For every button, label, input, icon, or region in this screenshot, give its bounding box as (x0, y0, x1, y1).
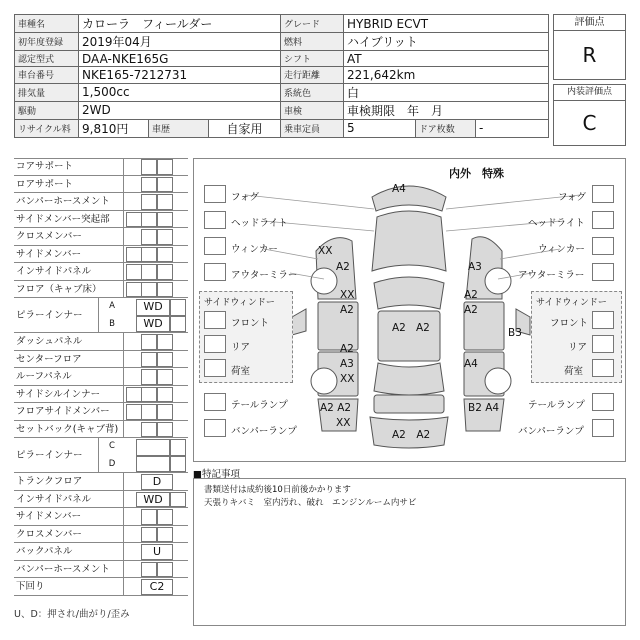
parts-row-label: フロアサイドメンバー (14, 403, 124, 421)
left-tail-lamp-label: テールランプ (231, 400, 288, 411)
fuel-value: ハイブリット (344, 33, 549, 51)
parts-row-label: コアサポート (14, 158, 124, 176)
parts-row-label: センターフロア (14, 351, 124, 369)
parts-row (14, 158, 188, 176)
mark-left-quarter: A2 A2 (320, 402, 352, 414)
spec-table (14, 14, 549, 138)
parts-row-label: フロア（キャブ床） (14, 281, 124, 299)
right-winker-checkbox[interactable] (592, 237, 614, 255)
parts-cell (157, 387, 173, 403)
parts-row (14, 351, 188, 369)
inspection-value: 車検期限 年 月 (344, 101, 549, 119)
left-bumper-lamp-checkbox[interactable] (204, 419, 226, 437)
mark-left-rear-door-a2: A2 (340, 343, 354, 355)
parts-cell (126, 247, 142, 263)
parts-row-label: 下回り (14, 578, 124, 596)
parts-row-label: サイドメンバー (14, 508, 124, 526)
capacity-value: 5 (344, 119, 416, 137)
hood-panel (372, 211, 446, 271)
parts-row-label: ロアサポート (14, 176, 124, 194)
parts-row (14, 578, 188, 596)
notes-title: ■特記事項 (193, 469, 240, 480)
parts-cell (157, 509, 173, 525)
interior-score-value: C (582, 111, 597, 135)
parts-row-label: サイドシルインナー (14, 386, 124, 404)
parts-cell (126, 404, 142, 420)
parts-cell (157, 264, 173, 280)
left-winker-checkbox[interactable] (204, 237, 226, 255)
parts-cell (141, 247, 157, 263)
parts-row (14, 561, 188, 579)
car-name-value: カローラ フィールダー (79, 15, 281, 33)
right-front-window-label: フロント (550, 318, 589, 329)
parts-cell (141, 562, 157, 578)
right-bumper-lamp-checkbox[interactable] (592, 419, 614, 437)
parts-cell (157, 229, 173, 245)
parts-row (14, 228, 188, 246)
tailgate-panel (374, 395, 444, 413)
right-rear-window-label: リア (568, 342, 588, 353)
parts-sub-label: B (109, 318, 115, 329)
parts-cell (126, 212, 142, 228)
right-side-window-label: サイドウィンドー (536, 298, 607, 308)
history-value: 自家用 (209, 119, 281, 137)
left-headlight-checkbox[interactable] (204, 211, 226, 229)
parts-cell (141, 369, 157, 385)
parts-cell (141, 334, 157, 350)
mileage-label: 走行距離 (281, 67, 344, 83)
mark-right-fender: A3 (468, 261, 482, 273)
windshield-panel (374, 277, 444, 309)
legend-note: U、D：押され/曲がり/歪み (14, 609, 130, 620)
parts-cell (157, 282, 173, 298)
parts-cell (157, 404, 173, 420)
left-winker-label: ウィンカー (231, 244, 278, 255)
parts-cell (141, 509, 157, 525)
left-mirror-checkbox[interactable] (204, 263, 226, 281)
parts-row (14, 386, 188, 404)
mark-front-bumper: A4 (392, 183, 406, 195)
parts-row (14, 298, 188, 333)
parts-cell (141, 282, 157, 298)
first-reg-value: 2019年04月 (79, 33, 281, 51)
parts-row (14, 403, 188, 421)
parts-row-label: インサイドパネル (14, 263, 124, 281)
parts-cell (170, 439, 186, 456)
mark-right-quarter: B2 A4 (468, 402, 500, 414)
left-side-window-label: サイドウィンドー (204, 298, 275, 308)
parts-row (14, 508, 188, 526)
parts-cell (157, 177, 173, 193)
parts-cell (157, 352, 173, 368)
right-bumper-lamp-label: バンパーランプ (518, 426, 584, 437)
parts-cell (126, 387, 142, 403)
left-fog-checkbox[interactable] (204, 185, 226, 203)
right-tail-lamp-label: テールランプ (528, 400, 585, 411)
parts-row (14, 281, 188, 299)
mark-left-front-door-xx: XX (340, 289, 355, 301)
parts-cell (170, 492, 186, 508)
parts-cell (157, 159, 173, 175)
chassis-value: NKE165-7212731 (79, 67, 281, 83)
parts-row (14, 526, 188, 544)
drive-value: 2WD (79, 101, 281, 119)
displacement-label: 排気量 (15, 83, 79, 101)
right-cargo-window-label: 荷室 (564, 366, 584, 377)
parts-sub-label: C (109, 441, 115, 451)
right-rear-tire (485, 368, 511, 394)
parts-cell: D (141, 474, 173, 490)
parts-sub-label: D (108, 458, 116, 469)
left-rear-window-checkbox[interactable] (204, 335, 226, 353)
mark-left-quarter-xx: XX (336, 417, 351, 429)
parts-cell (157, 562, 173, 578)
parts-row-label: クロスメンバー (14, 228, 124, 246)
overall-score-label: 評価点 (554, 15, 625, 31)
left-cargo-window-checkbox[interactable] (204, 359, 226, 377)
mark-right-side: B3 (508, 327, 522, 339)
inspection-label: 車検 (281, 101, 344, 119)
right-mirror-label: アウターミラー (518, 270, 585, 281)
mileage-value: 221,642km (344, 67, 549, 83)
parts-row (14, 543, 188, 561)
parts-row (14, 211, 188, 229)
parts-row-label: インサイドパネル (14, 491, 124, 509)
parts-row-label: サイドメンバー (14, 246, 124, 264)
parts-cell (141, 404, 157, 420)
right-headlight-label: ヘッドライト (528, 218, 585, 229)
parts-cell (141, 387, 157, 403)
left-front-window-label: フロント (231, 318, 270, 329)
parts-cell (141, 177, 157, 193)
parts-cell (126, 264, 142, 280)
parts-cell (157, 247, 173, 263)
parts-cell (157, 334, 173, 350)
mark-right-front-door-2: A2 (464, 304, 478, 316)
recycle-value: 9,810円 (79, 119, 149, 137)
car-name-label: 車種名 (15, 15, 79, 33)
first-reg-label: 初年度登録 (15, 33, 79, 51)
parts-cell (157, 527, 173, 543)
mark-right-rear-door: A4 (464, 358, 478, 370)
parts-row (14, 473, 188, 491)
shift-value: AT (344, 51, 549, 67)
parts-cell (170, 316, 186, 333)
right-winker-label: ウィンカー (538, 244, 585, 255)
parts-row-label: ピラーインナー (14, 298, 99, 333)
parts-cell (141, 527, 157, 543)
interior-score-box (553, 84, 626, 146)
color-value: 白 (344, 83, 549, 101)
mark-right-front-door-1: A2 (464, 289, 478, 301)
parts-row-label: サイドメンバー突起部 (14, 211, 124, 229)
rear-glass-panel (374, 363, 444, 395)
mark-roof-1: A2 (392, 322, 406, 334)
parts-row-label: ダッシュパネル (14, 333, 124, 351)
parts-cell (126, 282, 142, 298)
mark-left-fender-xx: XX (318, 245, 333, 257)
parts-cell (141, 422, 157, 438)
parts-cell (141, 264, 157, 280)
mark-left-rear-door-xx: XX (340, 373, 355, 385)
left-front-tire (311, 268, 337, 294)
parts-cell: U (141, 544, 173, 560)
left-cargo-window-label: 荷室 (231, 366, 251, 377)
parts-row-label: トランクフロア (14, 473, 124, 491)
front-bumper-panel (372, 186, 446, 211)
parts-cell (136, 456, 170, 473)
parts-cell (170, 299, 186, 316)
parts-cell (157, 194, 173, 210)
overall-score-value: R (582, 43, 597, 67)
chassis-label: 車台番号 (15, 67, 79, 83)
parts-cell: C2 (141, 579, 173, 595)
parts-row-label: クロスメンバー (14, 526, 124, 544)
parts-row (14, 368, 188, 386)
parts-cell (141, 229, 157, 245)
parts-row-label: バンパーホースメント (14, 561, 124, 579)
overall-score-box (553, 14, 626, 80)
parts-cell (141, 194, 157, 210)
shift-label: シフト (281, 51, 344, 67)
grade-label: グレード (281, 15, 344, 33)
mark-left-front-door-a2: A2 (340, 304, 354, 316)
parts-row (14, 438, 188, 473)
model-value: DAA-NKE165G (79, 51, 281, 67)
damage-diagram (193, 158, 626, 462)
right-cargo-window-checkbox[interactable] (592, 359, 614, 377)
recycle-label: リサイクル料 (15, 119, 79, 137)
right-headlight-checkbox[interactable] (592, 211, 614, 229)
parts-row (14, 176, 188, 194)
left-headlight-label: ヘッドライト (231, 218, 288, 229)
parts-cell: WD (136, 299, 170, 316)
capacity-label: 乗車定員 (281, 119, 344, 137)
left-bumper-lamp-label: バンパーランプ (231, 426, 297, 437)
mark-roof-2: A2 (416, 322, 430, 334)
mark-left-rear-door-a3: A3 (340, 358, 354, 370)
left-fog-label: フォグ (231, 192, 260, 203)
notes-line-1: 書類送付は成約後10日前後かかります (204, 485, 351, 495)
notes-line-2: 天張りキバミ 室内汚れ、破れ エンジンルーム内サビ (204, 498, 417, 508)
parts-cell (157, 369, 173, 385)
parts-row (14, 246, 188, 264)
parts-cell (141, 352, 157, 368)
parts-cell: WD (136, 492, 170, 508)
right-rear-window-checkbox[interactable] (592, 335, 614, 353)
parts-row (14, 333, 188, 351)
drive-label: 駆動 (15, 101, 79, 119)
parts-row-label: バンパーホースメント (14, 193, 124, 211)
right-fog-checkbox[interactable] (592, 185, 614, 203)
parts-row-label: バックパネル (14, 543, 124, 561)
roof-panel (378, 311, 440, 361)
interior-score-label: 内装評価点 (554, 85, 625, 101)
right-tail-lamp-checkbox[interactable] (592, 393, 614, 411)
grade-value: HYBRID ECVT (344, 15, 549, 33)
parts-row-label: セットバック(キャブ背) (14, 421, 124, 439)
color-label: 系統色 (281, 83, 344, 101)
left-rear-tire (311, 368, 337, 394)
parts-cell (136, 439, 170, 456)
diagram-header: 内外 特殊 (449, 167, 504, 180)
parts-cell (141, 212, 157, 228)
doors-value: - (476, 119, 549, 137)
parts-row (14, 263, 188, 281)
mark-left-fender-a2: A2 (336, 261, 350, 273)
notes-box (193, 478, 626, 626)
parts-row (14, 491, 188, 509)
parts-cell (157, 212, 173, 228)
model-label: 認定型式 (15, 51, 79, 67)
mark-rear-bumper: A2 A2 (392, 429, 431, 441)
left-front-window-checkbox[interactable] (204, 311, 226, 329)
left-mirror-label: アウターミラー (231, 270, 298, 281)
left-rear-window-label: リア (231, 342, 251, 353)
parts-row (14, 421, 188, 439)
right-mirror-checkbox[interactable] (592, 263, 614, 281)
parts-row-label: ルーフパネル (14, 368, 124, 386)
right-fog-label: フォグ (558, 192, 587, 203)
parts-row-label: ピラーインナー (14, 438, 99, 473)
doors-label: ドア枚数 (416, 119, 476, 137)
parts-cell (157, 422, 173, 438)
parts-sub-label: A (109, 301, 115, 311)
right-front-tire (485, 268, 511, 294)
left-tail-lamp-checkbox[interactable] (204, 393, 226, 411)
displacement-value: 1,500cc (79, 83, 281, 101)
fuel-label: 燃料 (281, 33, 344, 51)
history-label: 車歴 (149, 119, 209, 137)
parts-cell: WD (136, 316, 170, 333)
parts-cell (141, 159, 157, 175)
right-front-window-checkbox[interactable] (592, 311, 614, 329)
parts-row (14, 193, 188, 211)
parts-cell (170, 456, 186, 473)
left-mirror-shape (292, 309, 306, 335)
